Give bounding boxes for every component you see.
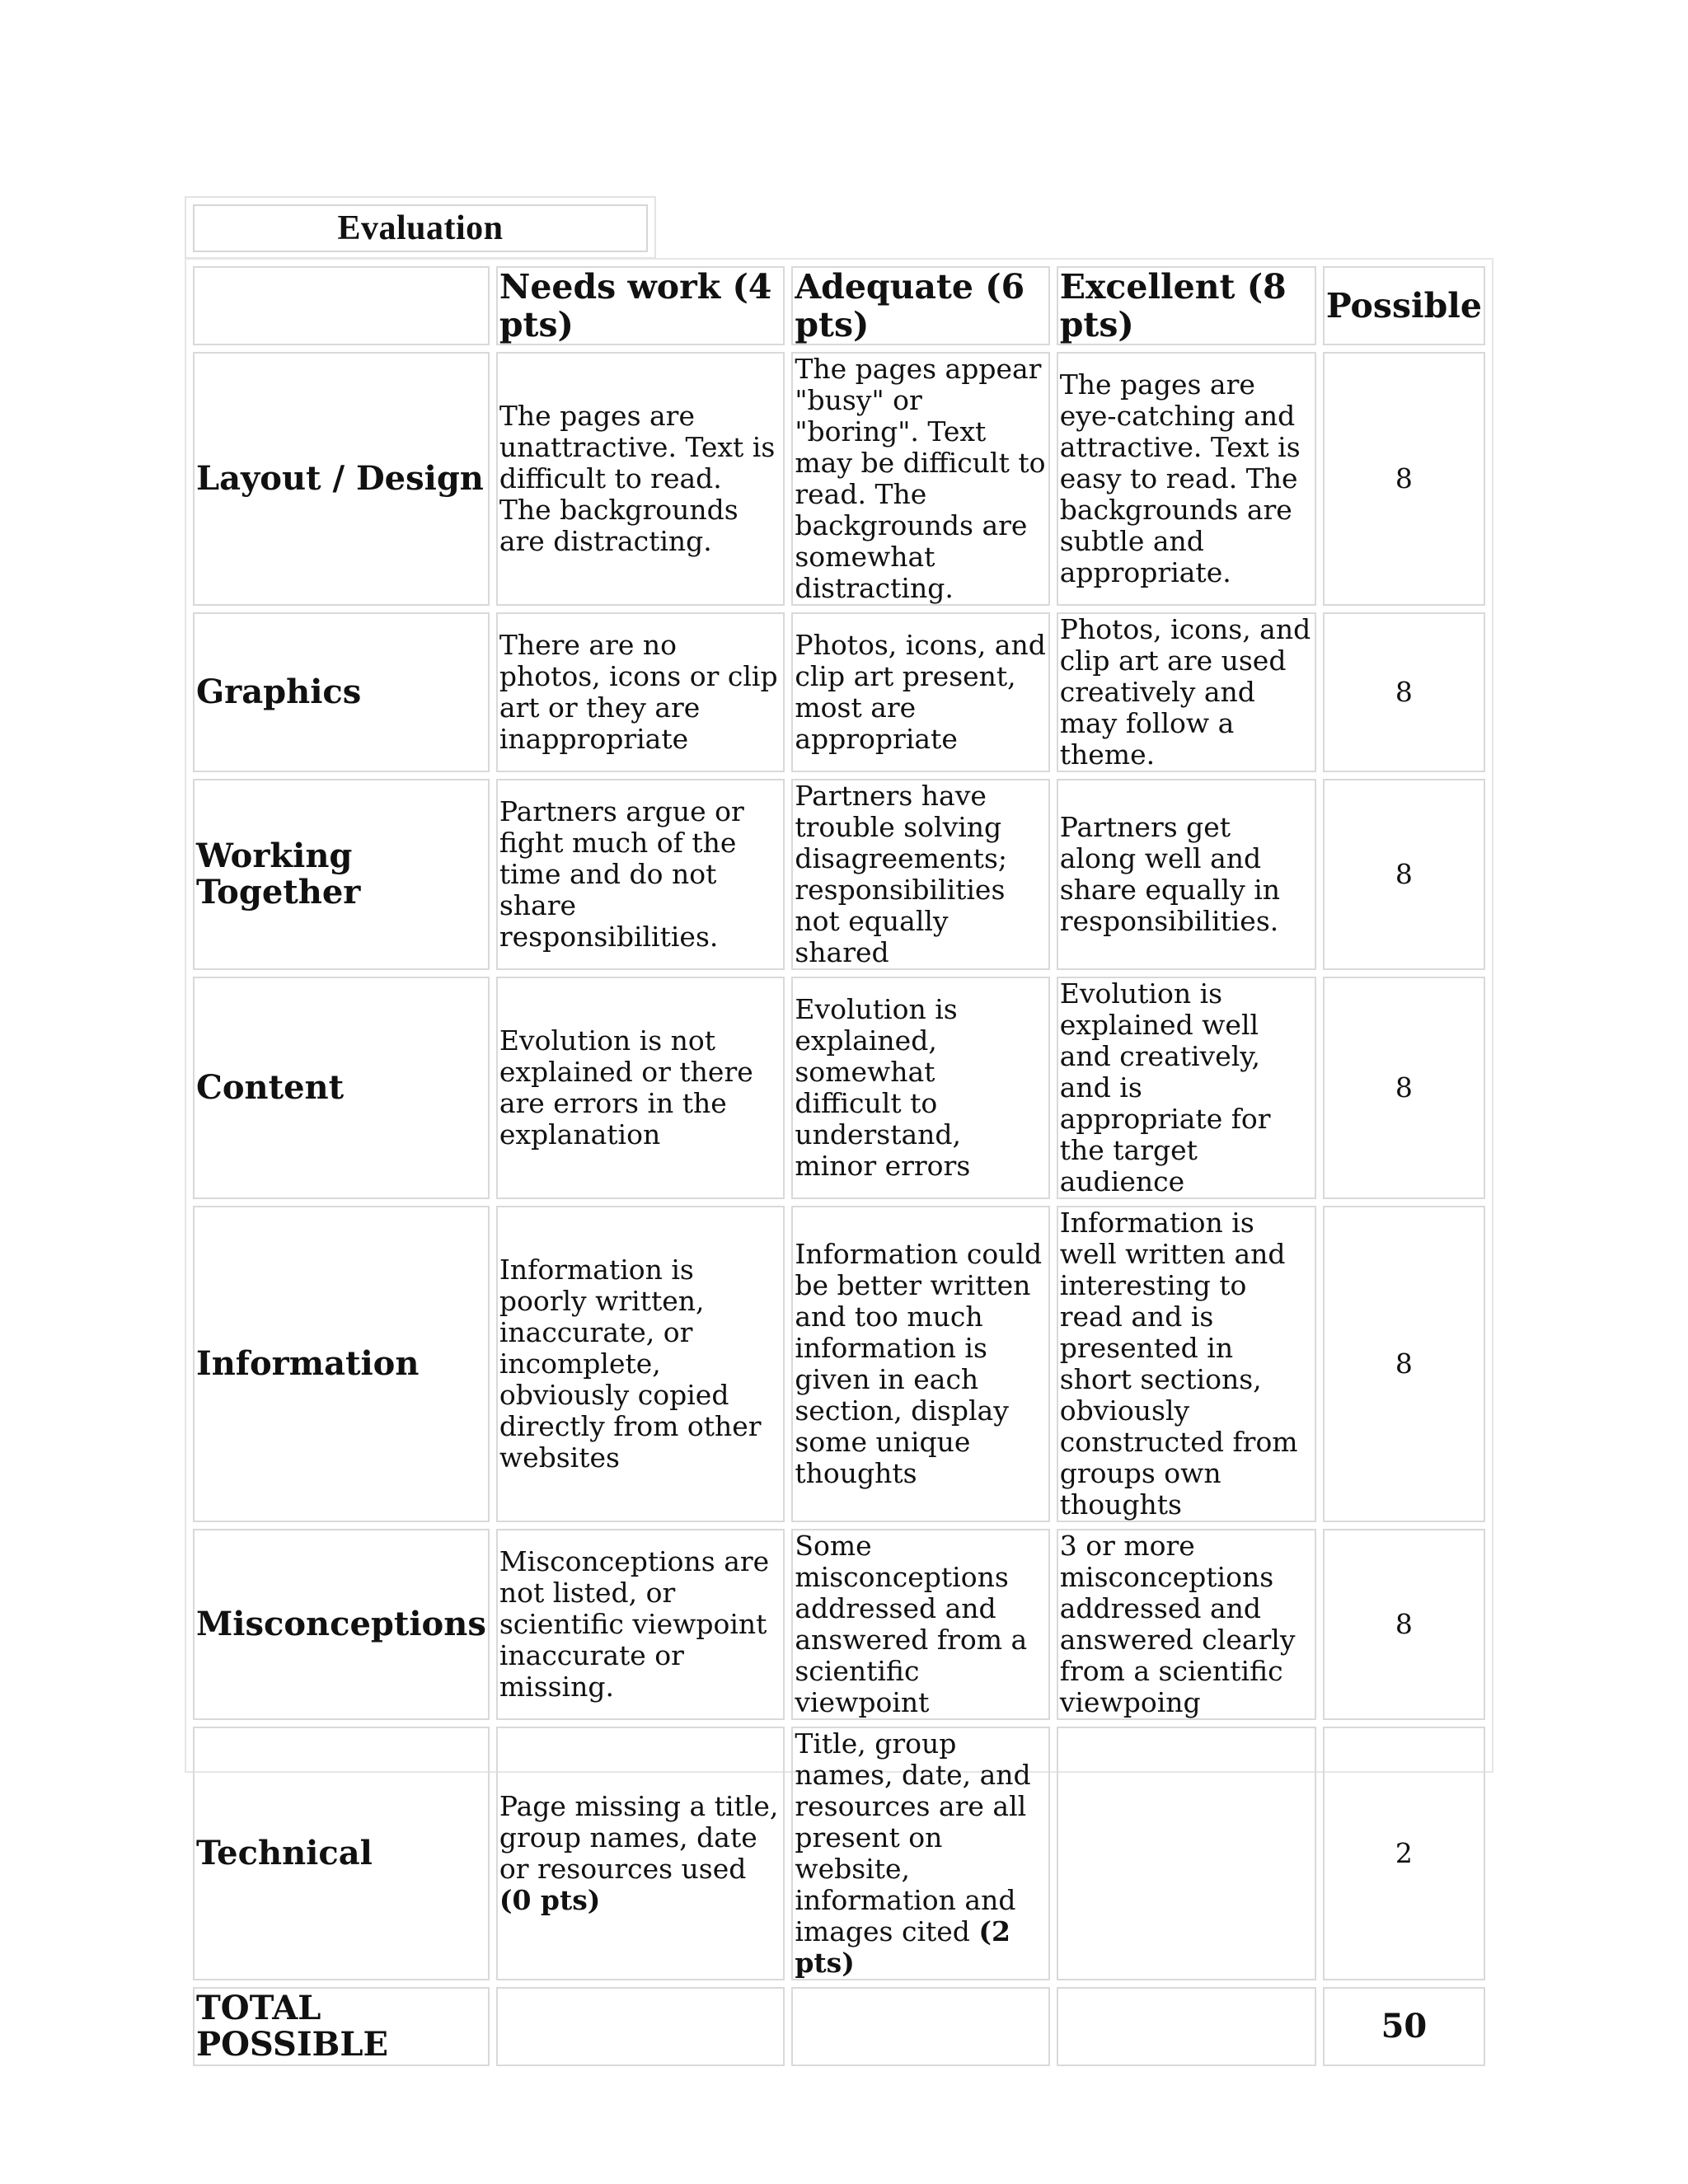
row-category-layout-design: Layout / Design bbox=[193, 352, 490, 606]
cell-possible-points: 8 bbox=[1323, 612, 1485, 772]
cell-excellent: Evolution is explained well and creatively, and is appropriate for the target audience bbox=[1057, 977, 1316, 1199]
row-category-graphics: Graphics bbox=[193, 612, 490, 772]
cell-excellent: Partners get along well and share equally in responsibilities. bbox=[1057, 779, 1316, 970]
cell-needs-work: Information is poorly written, inaccurate, or incomplete, obviously copied directly from other websites bbox=[496, 1206, 785, 1522]
cell-needs-work: Misconceptions are not listed, or scientific viewpoint inaccurate or missing. bbox=[496, 1529, 785, 1720]
cell-possible-points: 8 bbox=[1323, 1529, 1485, 1720]
row-category-working-together: Working Together bbox=[193, 779, 490, 970]
cell-adequate: Evolution is explained, somewhat difficult to understand, minor errors bbox=[791, 977, 1049, 1199]
cell-excellent: 3 or more misconceptions addressed and answered clearly from a scientific viewpoing bbox=[1057, 1529, 1316, 1720]
points-note: (2 pts) bbox=[795, 1915, 1010, 1979]
row-category-misconceptions: Misconceptions bbox=[193, 1529, 490, 1720]
evaluation-title-frame bbox=[185, 196, 656, 259]
cell-needs-work: There are no photos, icons or clip art or they are inappropriate bbox=[496, 612, 785, 772]
total-empty-cell bbox=[791, 1987, 1049, 2066]
cell-needs-work: Evolution is not explained or there are errors in the explanation bbox=[496, 977, 785, 1199]
evaluation-title: Evaluation bbox=[193, 204, 648, 252]
cell-text: Page missing a title, group names, date or resources used bbox=[499, 1790, 779, 1885]
header-blank-cell bbox=[193, 266, 490, 345]
header-adequate: Adequate (6 pts) bbox=[791, 266, 1049, 345]
row-category-technical: Technical bbox=[193, 1727, 490, 1980]
header-needs-work: Needs work (4 pts) bbox=[496, 266, 785, 345]
cell-needs-work bbox=[496, 1727, 785, 1980]
cell-needs-work: Partners argue or fight much of the time and do not share responsibilities. bbox=[496, 779, 785, 970]
cell-possible-points: 8 bbox=[1323, 352, 1485, 606]
total-row bbox=[193, 1987, 1485, 2066]
cell-adequate: Photos, icons, and clip art present, most are appropriate bbox=[791, 612, 1049, 772]
cell-excellent bbox=[1057, 1727, 1316, 1980]
cell-needs-work: The pages are unattractive. Text is difficult to read. The backgrounds are distracting. bbox=[496, 352, 785, 606]
total-empty-cell bbox=[1057, 1987, 1316, 2066]
cell-excellent: Information is well written and interesting to read and is presented in short sections, obviously constructed from groups own thoughts bbox=[1057, 1206, 1316, 1522]
cell-excellent: Photos, icons, and clip art are used creatively and may follow a theme. bbox=[1057, 612, 1316, 772]
table-row bbox=[193, 352, 1485, 606]
cell-adequate: Partners have trouble solving disagreements; responsibilities not equally shared bbox=[791, 779, 1049, 970]
cell-possible-points: 2 bbox=[1323, 1727, 1485, 1980]
table-row bbox=[193, 779, 1485, 970]
cell-text: Title, group names, date, and resources are all present on website, information and images cited bbox=[795, 1727, 1031, 1947]
cell-adequate: Some misconceptions addressed and answered from a scientific viewpoint bbox=[791, 1529, 1049, 1720]
rubric-table bbox=[186, 260, 1492, 2073]
row-category-content: Content bbox=[193, 977, 490, 1199]
cell-adequate: Information could be better written and too much information is given in each section, display some unique thoughts bbox=[791, 1206, 1049, 1522]
cell-possible-points: 8 bbox=[1323, 977, 1485, 1199]
header-row bbox=[193, 266, 1485, 345]
table-row bbox=[193, 1529, 1485, 1720]
total-label: TOTAL POSSIBLE bbox=[193, 1987, 490, 2066]
table-row bbox=[193, 612, 1485, 772]
total-empty-cell bbox=[496, 1987, 785, 2066]
cell-adequate: The pages appear "busy" or "boring". Text may be difficult to read. The backgrounds are somewhat distracting. bbox=[791, 352, 1049, 606]
cell-possible-points: 8 bbox=[1323, 779, 1485, 970]
cell-adequate bbox=[791, 1727, 1049, 1980]
table-row bbox=[193, 1727, 1485, 1980]
points-note: (0 pts) bbox=[499, 1884, 601, 1916]
row-category-information: Information bbox=[193, 1206, 490, 1522]
header-excellent: Excellent (8 pts) bbox=[1057, 266, 1316, 345]
header-possible: Possible bbox=[1323, 266, 1485, 345]
table-row bbox=[193, 1206, 1485, 1522]
cell-excellent: The pages are eye-catching and attractive. Text is easy to read. The backgrounds are subtle and appropriate. bbox=[1057, 352, 1316, 606]
cell-possible-points: 8 bbox=[1323, 1206, 1485, 1522]
total-value: 50 bbox=[1323, 1987, 1485, 2066]
rubric-table-frame bbox=[185, 258, 1493, 2064]
table-row bbox=[193, 977, 1485, 1199]
